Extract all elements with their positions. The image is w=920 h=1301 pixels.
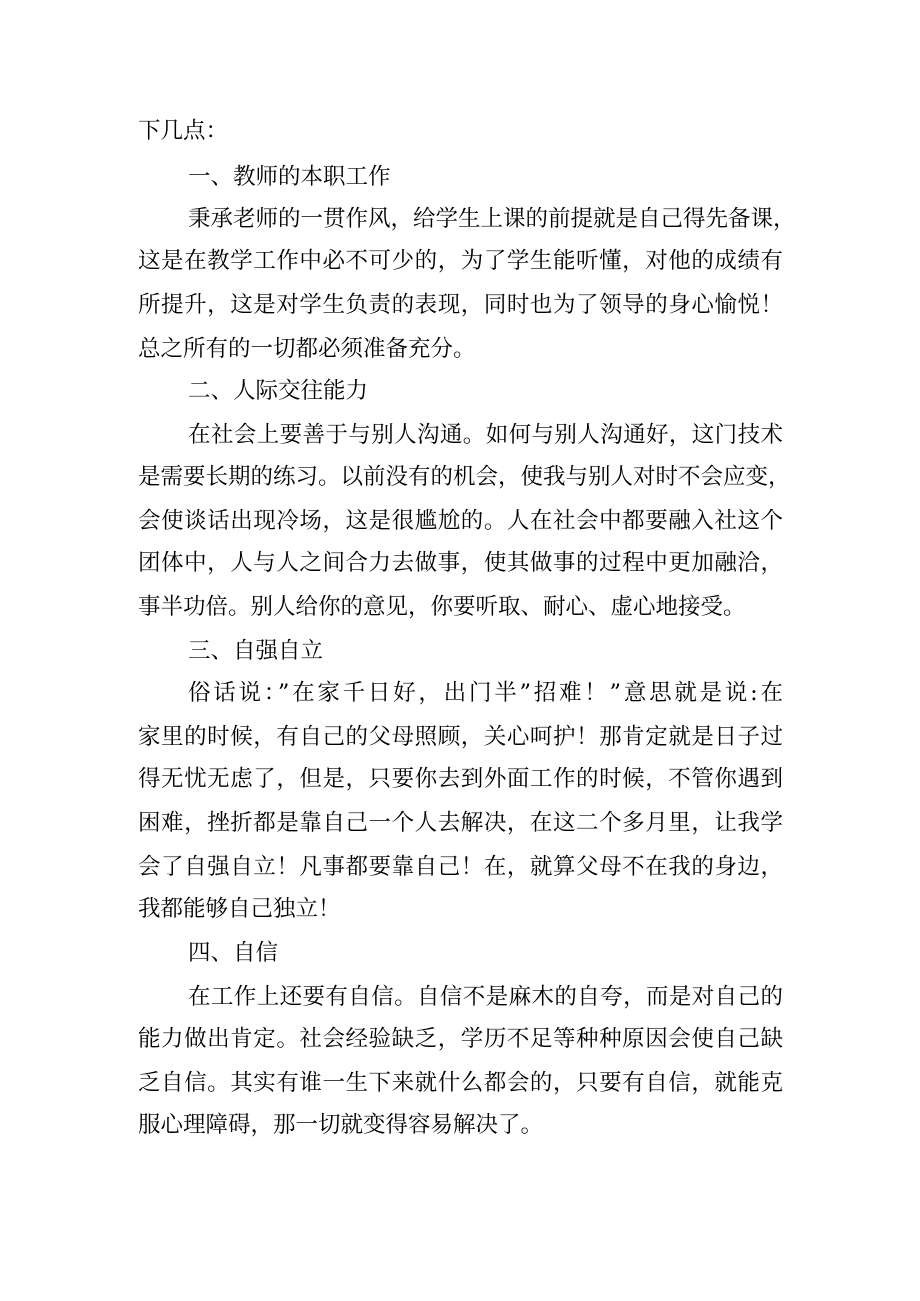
paragraph-line: 在社会上要善于与别人沟通。如何与别人沟通好，这门技术 [188, 422, 783, 448]
paragraph-line: 秉承老师的一贯作风，给学生上课的前提就是自己得先备课， [188, 206, 796, 232]
intro-line: 下几点： [138, 118, 229, 144]
paragraph-line: 会了自强自立！凡事都要靠自己！在，就算父母不在我的身边， [138, 854, 783, 880]
paragraph-line: 总之所有的一切都必须准备充分。 [138, 336, 476, 362]
paragraph-line: 所提升，这是对学生负责的表现，同时也为了领导的身心愉悦！ [138, 292, 783, 318]
paragraph-line: 这是在教学工作中必不可少的，为了学生能听懂，对他的成绩有 [138, 248, 783, 274]
paragraph-line: 在工作上还要有自信。自信不是麻木的自夸，而是对自己的 [188, 984, 783, 1010]
paragraph-line: 事半功倍。别人给你的意见，你要听取、耐心、虚心地接受。 [138, 594, 746, 620]
paragraph-line: 我都能够自己独立！ [138, 896, 341, 922]
paragraph-line: 会使谈话出现冷场，这是很尴尬的。人在社会中都要融入社这个 [138, 508, 783, 534]
paragraph-line: 得无忧无虑了，但是，只要你去到外面工作的时候，不管你遇到 [138, 766, 783, 792]
paragraph-line: 是需要长期的练习。以前没有的机会，使我与别人对时不会应变， [138, 464, 791, 490]
paragraph-line: 家里的时候，有自己的父母照顾，关心呵护！那肯定就是日子过 [138, 724, 783, 750]
paragraph-line: 俗话说：”在家千日好，出门半”招难！”意思就是说:在 [188, 680, 783, 706]
paragraph-line: 困难，挫折都是靠自己一个人去解决，在这二个多月里，让我学 [138, 810, 783, 836]
section-heading-2: 二、人际交往能力 [188, 378, 369, 404]
paragraph-line: 服心理障碍，那一切就变得容易解决了。 [138, 1112, 544, 1138]
paragraph-line: 能力做出肯定。社会经验缺乏，学历不足等种种原因会使自己缺 [138, 1026, 783, 1052]
paragraph-line: 团体中，人与人之间合力去做事，使其做事的过程中更加融洽， [138, 550, 783, 576]
section-heading-1: 一、教师的本职工作 [188, 164, 391, 190]
section-heading-4: 四、自信 [188, 940, 279, 966]
paragraph-line: 乏自信。其实有谁一生下来就什么都会的，只要有自信，就能克 [138, 1070, 783, 1096]
section-heading-3: 三、自强自立 [188, 638, 324, 664]
